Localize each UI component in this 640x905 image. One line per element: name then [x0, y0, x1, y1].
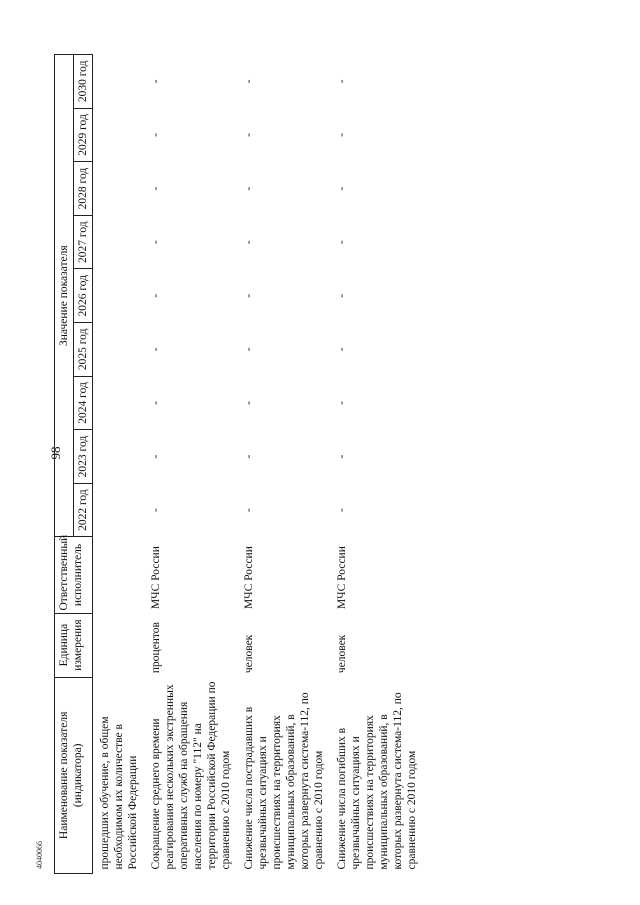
header-year: 2030 год — [74, 55, 93, 109]
indicator-value — [93, 483, 145, 537]
indicator-unit: человек — [336, 634, 348, 674]
indicator-value: - — [336, 79, 348, 84]
indicator-value — [93, 162, 145, 216]
indicator-value: - — [243, 133, 255, 137]
indicator-value: - — [336, 133, 348, 137]
indicator-value — [93, 55, 145, 109]
indicator-value: - — [150, 79, 162, 84]
indicator-value: - — [150, 401, 162, 405]
header-year: 2024 год — [74, 376, 93, 430]
indicator-unit: человек — [243, 634, 255, 674]
header-year: 2026 год — [74, 269, 93, 323]
indicators-table — [54, 54, 423, 874]
indicator-value: - — [150, 347, 162, 352]
indicator-value: - — [336, 240, 348, 245]
indicator-value: - — [243, 401, 255, 405]
indicator-value: - — [243, 508, 255, 513]
indicator-value — [93, 430, 145, 484]
indicator-value: - — [336, 186, 348, 191]
indicator-value: - — [243, 79, 255, 84]
indicator-value: - — [150, 133, 162, 137]
indicator-value: - — [150, 186, 162, 191]
indicator-value: - — [336, 293, 348, 298]
rotated-table-container — [54, 54, 614, 874]
table-row — [93, 55, 145, 874]
indicator-value: - — [243, 293, 255, 298]
indicator-value — [93, 108, 145, 162]
indicator-name: прошедших обучение, в общем необходимом их количестве в Российской Федерации — [99, 716, 139, 870]
page-number: 98 — [48, 446, 63, 460]
header-name: Наименование показателя (индикатора) — [55, 677, 93, 873]
indicator-value: - — [336, 508, 348, 513]
indicator-executor: МЧС России — [150, 546, 162, 610]
header-unit: Единица измерения — [55, 613, 93, 677]
indicator-value: - — [336, 347, 348, 352]
header-year: 2029 год — [74, 108, 93, 162]
header-executor: Ответственный исполнитель — [55, 537, 93, 613]
table-row — [330, 55, 423, 874]
indicator-value: - — [243, 240, 255, 245]
indicator-unit: процентов — [150, 622, 162, 674]
indicator-value: - — [150, 293, 162, 298]
indicator-name: Снижение числа погибших в чрезвычайных ситуациях и происшествиях на территориях муниципальных образований, в которых развернута система-112, по сравнению с 2010 годом — [336, 692, 418, 870]
indicator-value: - — [243, 454, 255, 459]
indicator-value: - — [150, 454, 162, 459]
header-values-group: Значение показателя — [55, 55, 74, 537]
indicator-value — [93, 269, 145, 323]
indicator-executor: МЧС России — [336, 546, 348, 610]
table-row — [144, 55, 237, 874]
header-year: 2028 год — [74, 162, 93, 216]
indicator-executor: МЧС России — [243, 546, 255, 610]
header-year: 2022 год — [74, 483, 93, 537]
header-year: 2025 год — [74, 323, 93, 377]
indicator-value: - — [243, 186, 255, 191]
indicator-name: Снижение числа пострадавших в чрезвычайных ситуациях и происшествиях на территориях муниципальных образований, в которых развернута система-112, по сравнению с 2010 годом — [243, 692, 325, 870]
indicator-value: - — [336, 401, 348, 405]
document-code: 4040066 — [35, 841, 44, 869]
indicator-value: - — [150, 508, 162, 513]
indicator-value: - — [150, 240, 162, 245]
header-year: 2027 год — [74, 215, 93, 269]
indicator-value — [93, 376, 145, 430]
indicator-value: - — [243, 347, 255, 352]
header-year: 2023 год — [74, 430, 93, 484]
indicator-unit — [93, 613, 145, 677]
indicator-value — [93, 323, 145, 377]
indicator-name: Сокращение среднего времени реагирования нескольких экстренных оперативных служб на обращения населения по номеру "112" на территории Российской Федерации по сравнению с 2010 годом — [150, 681, 232, 870]
indicator-value — [93, 215, 145, 269]
table-row — [237, 55, 330, 874]
indicator-value: - — [336, 454, 348, 459]
indicator-executor — [93, 537, 145, 613]
